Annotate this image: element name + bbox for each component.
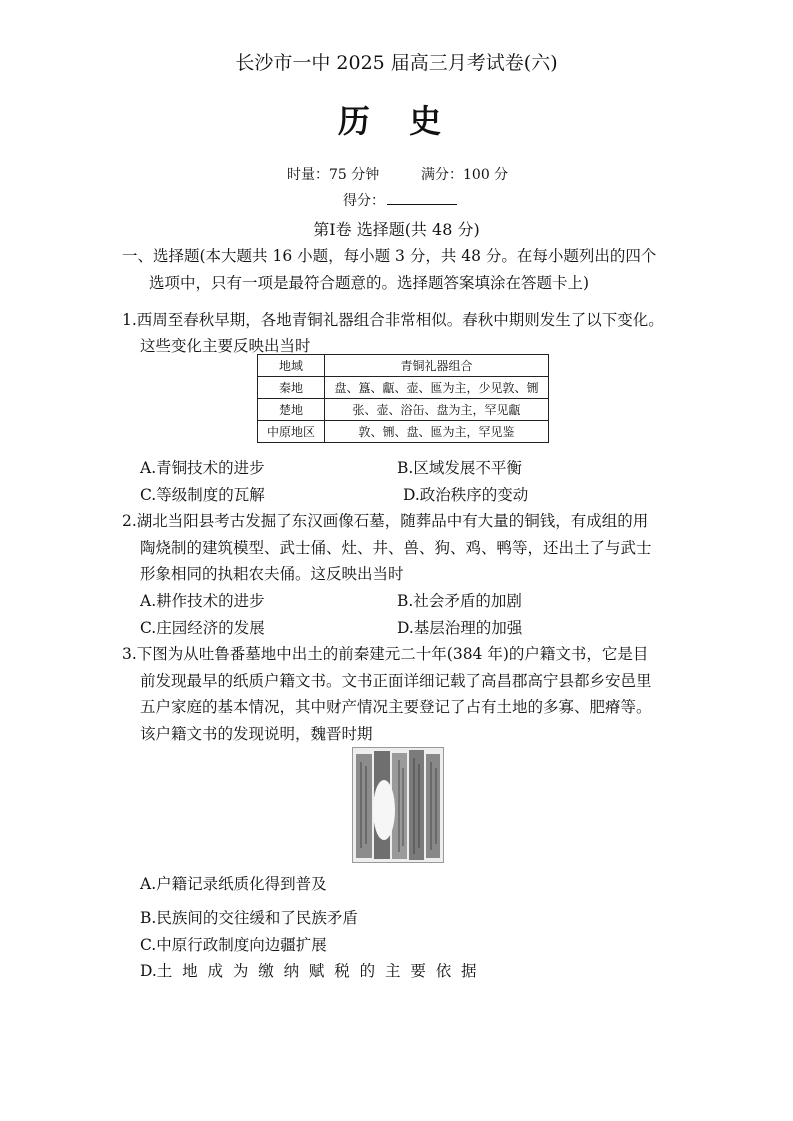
option-b[interactable]: B.社会矛盾的加剧 bbox=[397, 592, 522, 610]
option-a[interactable]: A.耕作技术的进步 bbox=[140, 592, 265, 610]
subject-title: 历 史 bbox=[337, 102, 456, 140]
time-limit: 时量：75 分钟 bbox=[287, 167, 380, 183]
section-title: 第Ⅰ卷 选择题(共 48 分) bbox=[313, 220, 480, 239]
instruction-line: 一、选择题(本大题共 16 小题，每小题 3 分，共 48 分。在每小题列出的四个 bbox=[122, 247, 657, 265]
table-cell: 秦地 bbox=[258, 377, 325, 399]
manuscript-image-icon bbox=[353, 748, 443, 862]
option-c[interactable]: C.庄园经济的发展 bbox=[140, 619, 265, 637]
table-header-row bbox=[258, 355, 549, 377]
option-b[interactable]: B.民族间的交往缓和了民族矛盾 bbox=[140, 909, 358, 927]
bronze-vessel-table bbox=[257, 354, 549, 443]
question-stem-line: 陶烧制的建筑模型、武士俑、灶、井、兽、狗、鸡、鸭等，还出土了与武士 bbox=[140, 539, 652, 557]
score-blank[interactable] bbox=[387, 190, 457, 205]
option-d[interactable]: D.政治秩序的变动 bbox=[403, 486, 529, 504]
question-stem-line: 2.湖北当阳县考古发掘了东汉画像石墓，随葬品中有大量的铜钱，有成组的用 bbox=[122, 512, 649, 530]
question-stem-line: 这些变化主要反映出当时 bbox=[140, 337, 311, 355]
option-c[interactable]: C.中原行政制度向边疆扩展 bbox=[140, 936, 327, 954]
table-cell: 敦、铏、盘、匜为主，罕见鉴 bbox=[325, 421, 549, 443]
question-stem-line: 五户家庭的基本情况，其中财产情况主要登记了占有土地的多寡、肥瘠等。 bbox=[140, 698, 652, 716]
question-stem-line: 前发现最早的纸质户籍文书。文书正面详细记载了高昌郡高宁县都乡安邑里 bbox=[140, 672, 652, 690]
household-register-photo bbox=[352, 747, 444, 863]
score-field[interactable] bbox=[343, 190, 457, 210]
question-stem-line: 形象相同的执耜农夫俑。这反映出当时 bbox=[140, 565, 404, 583]
table-cell: 张、壶、浴缶、盘为主，罕见甗 bbox=[325, 399, 549, 421]
option-d[interactable]: D.基层治理的加强 bbox=[397, 619, 523, 637]
option-c[interactable]: C.等级制度的瓦解 bbox=[140, 486, 265, 504]
table-header-cell: 青铜礼器组合 bbox=[325, 355, 549, 377]
option-d[interactable]: D.土 地 成 为 缴 纳 赋 税 的 主 要 依 据 bbox=[140, 962, 477, 980]
table-header-cell: 地域 bbox=[258, 355, 325, 377]
question-stem-line: 1.西周至春秋早期，各地青铜礼器组合非常相似。春秋中期则发生了以下变化。 bbox=[122, 311, 664, 329]
option-b[interactable]: B.区域发展不平衡 bbox=[397, 459, 522, 477]
option-a[interactable]: A.户籍记录纸质化得到普及 bbox=[140, 875, 327, 893]
score-label: 得分： bbox=[343, 193, 385, 209]
table-cell: 中原地区 bbox=[258, 421, 325, 443]
table-row bbox=[258, 421, 549, 443]
question-stem-line: 3.下图为从吐鲁番墓地中出土的前秦建元二十年(384 年)的户籍文书，它是目 bbox=[122, 645, 649, 663]
exam-title: 长沙市一中 2025 届高三月考试卷(六) bbox=[235, 52, 558, 74]
option-a[interactable]: A.青铜技术的进步 bbox=[140, 459, 265, 477]
question-stem-line: 该户籍文书的发现说明，魏晋时期 bbox=[140, 725, 373, 743]
instruction-line: 选项中，只有一项是最符合题意的。选择题答案填涂在答题卡上) bbox=[149, 274, 590, 292]
table-row bbox=[258, 377, 549, 399]
table-cell: 盘、簋、甗、壶、匜为主，少见敦、铏 bbox=[325, 377, 549, 399]
full-score: 满分：100 分 bbox=[421, 167, 509, 183]
table-cell: 楚地 bbox=[258, 399, 325, 421]
table-row bbox=[258, 399, 549, 421]
